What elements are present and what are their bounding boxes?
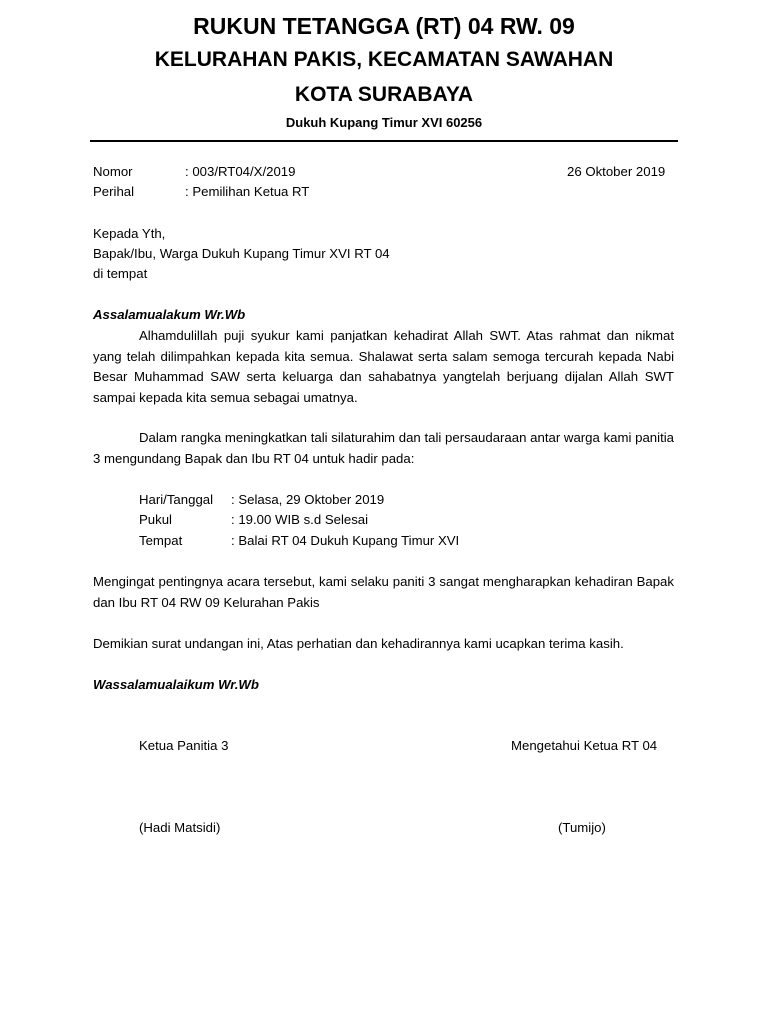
signature-right-title: Mengetahui Ketua RT 04 [511, 738, 658, 753]
letterhead-title: RUKUN TETANGGA (RT) 04 RW. 09 [193, 13, 575, 39]
letterhead-city: KOTA SURABAYA [294, 83, 474, 106]
event-day-label: Hari/Tanggal [139, 492, 214, 507]
letter-date: 26 Oktober 2019 [567, 164, 666, 179]
letterhead-address: Dukuh Kupang Timur XVI 60256 [285, 115, 483, 130]
event-time-label: Pukul [139, 512, 172, 527]
paragraph-importance: Mengingat pentingnya acara tersebut, kami selaku paniti 3 sangat mengharapkan kehadiran Bapak dan Ibu RT 04 RW 09 Kelurahan Pakis [93, 574, 674, 610]
signature-right-name: (Tumijo) [558, 820, 606, 835]
event-day-value: : Selasa, 29 Oktober 2019 [231, 492, 385, 507]
paragraph-closing: Demikian surat undangan ini, Atas perhatian dan kehadirannya kami ucapkan terima kasih. [93, 636, 624, 651]
recipient-place: di tempat [93, 266, 148, 281]
letterhead-district: KELURAHAN PAKIS, KECAMATAN SAWAHAN [154, 48, 614, 71]
closing-greeting: Wassalamualaikum Wr.Wb [93, 677, 259, 692]
paragraph-opening-text: Alhamdulillah puji syukur kami panjatkan kehadirat Allah SWT. Atas rahmat dan nikmat yang telah dilimpahkan kepada kita semua. Shalawat serta salam semoga tercurah kepada Nabi Besar Muhammad SAW serta keluarga dan sahabatnya yangtelah berjuang dijalan Allah SWT sampai kepada kita semua sebagai umatnya. [93, 328, 674, 405]
signature-left-name: (Hadi Matsidi) [139, 820, 221, 835]
header-divider [90, 140, 678, 142]
paragraph-opening [93, 326, 674, 408]
nomor-value: : 003/RT04/X/2019 [185, 164, 296, 179]
perihal-value: : Pemilihan Ketua RT [185, 184, 310, 199]
nomor-label: Nomor [93, 164, 133, 179]
event-place-value: : Balai RT 04 Dukuh Kupang Timur XVI [231, 533, 460, 548]
recipient-name: Bapak/Ibu, Warga Dukuh Kupang Timur XVI RT 04 [93, 246, 390, 261]
event-time-value: : 19.00 WIB s.d Selesai [231, 512, 369, 527]
signature-left-title: Ketua Panitia 3 [139, 738, 229, 753]
recipient-salutation: Kepada Yth, [93, 226, 166, 241]
perihal-label: Perihal [93, 184, 135, 199]
event-place-label: Tempat [139, 533, 183, 548]
opening-greeting: Assalamualakum Wr.Wb [93, 307, 246, 322]
paragraph-invitation-text: Dalam rangka meningkatkan tali silaturahim dan tali persaudaraan antar warga kami panitia 3 mengundang Bapak dan Ibu RT 04 untuk hadir pada: [93, 430, 674, 466]
paragraph-invitation [93, 428, 674, 469]
